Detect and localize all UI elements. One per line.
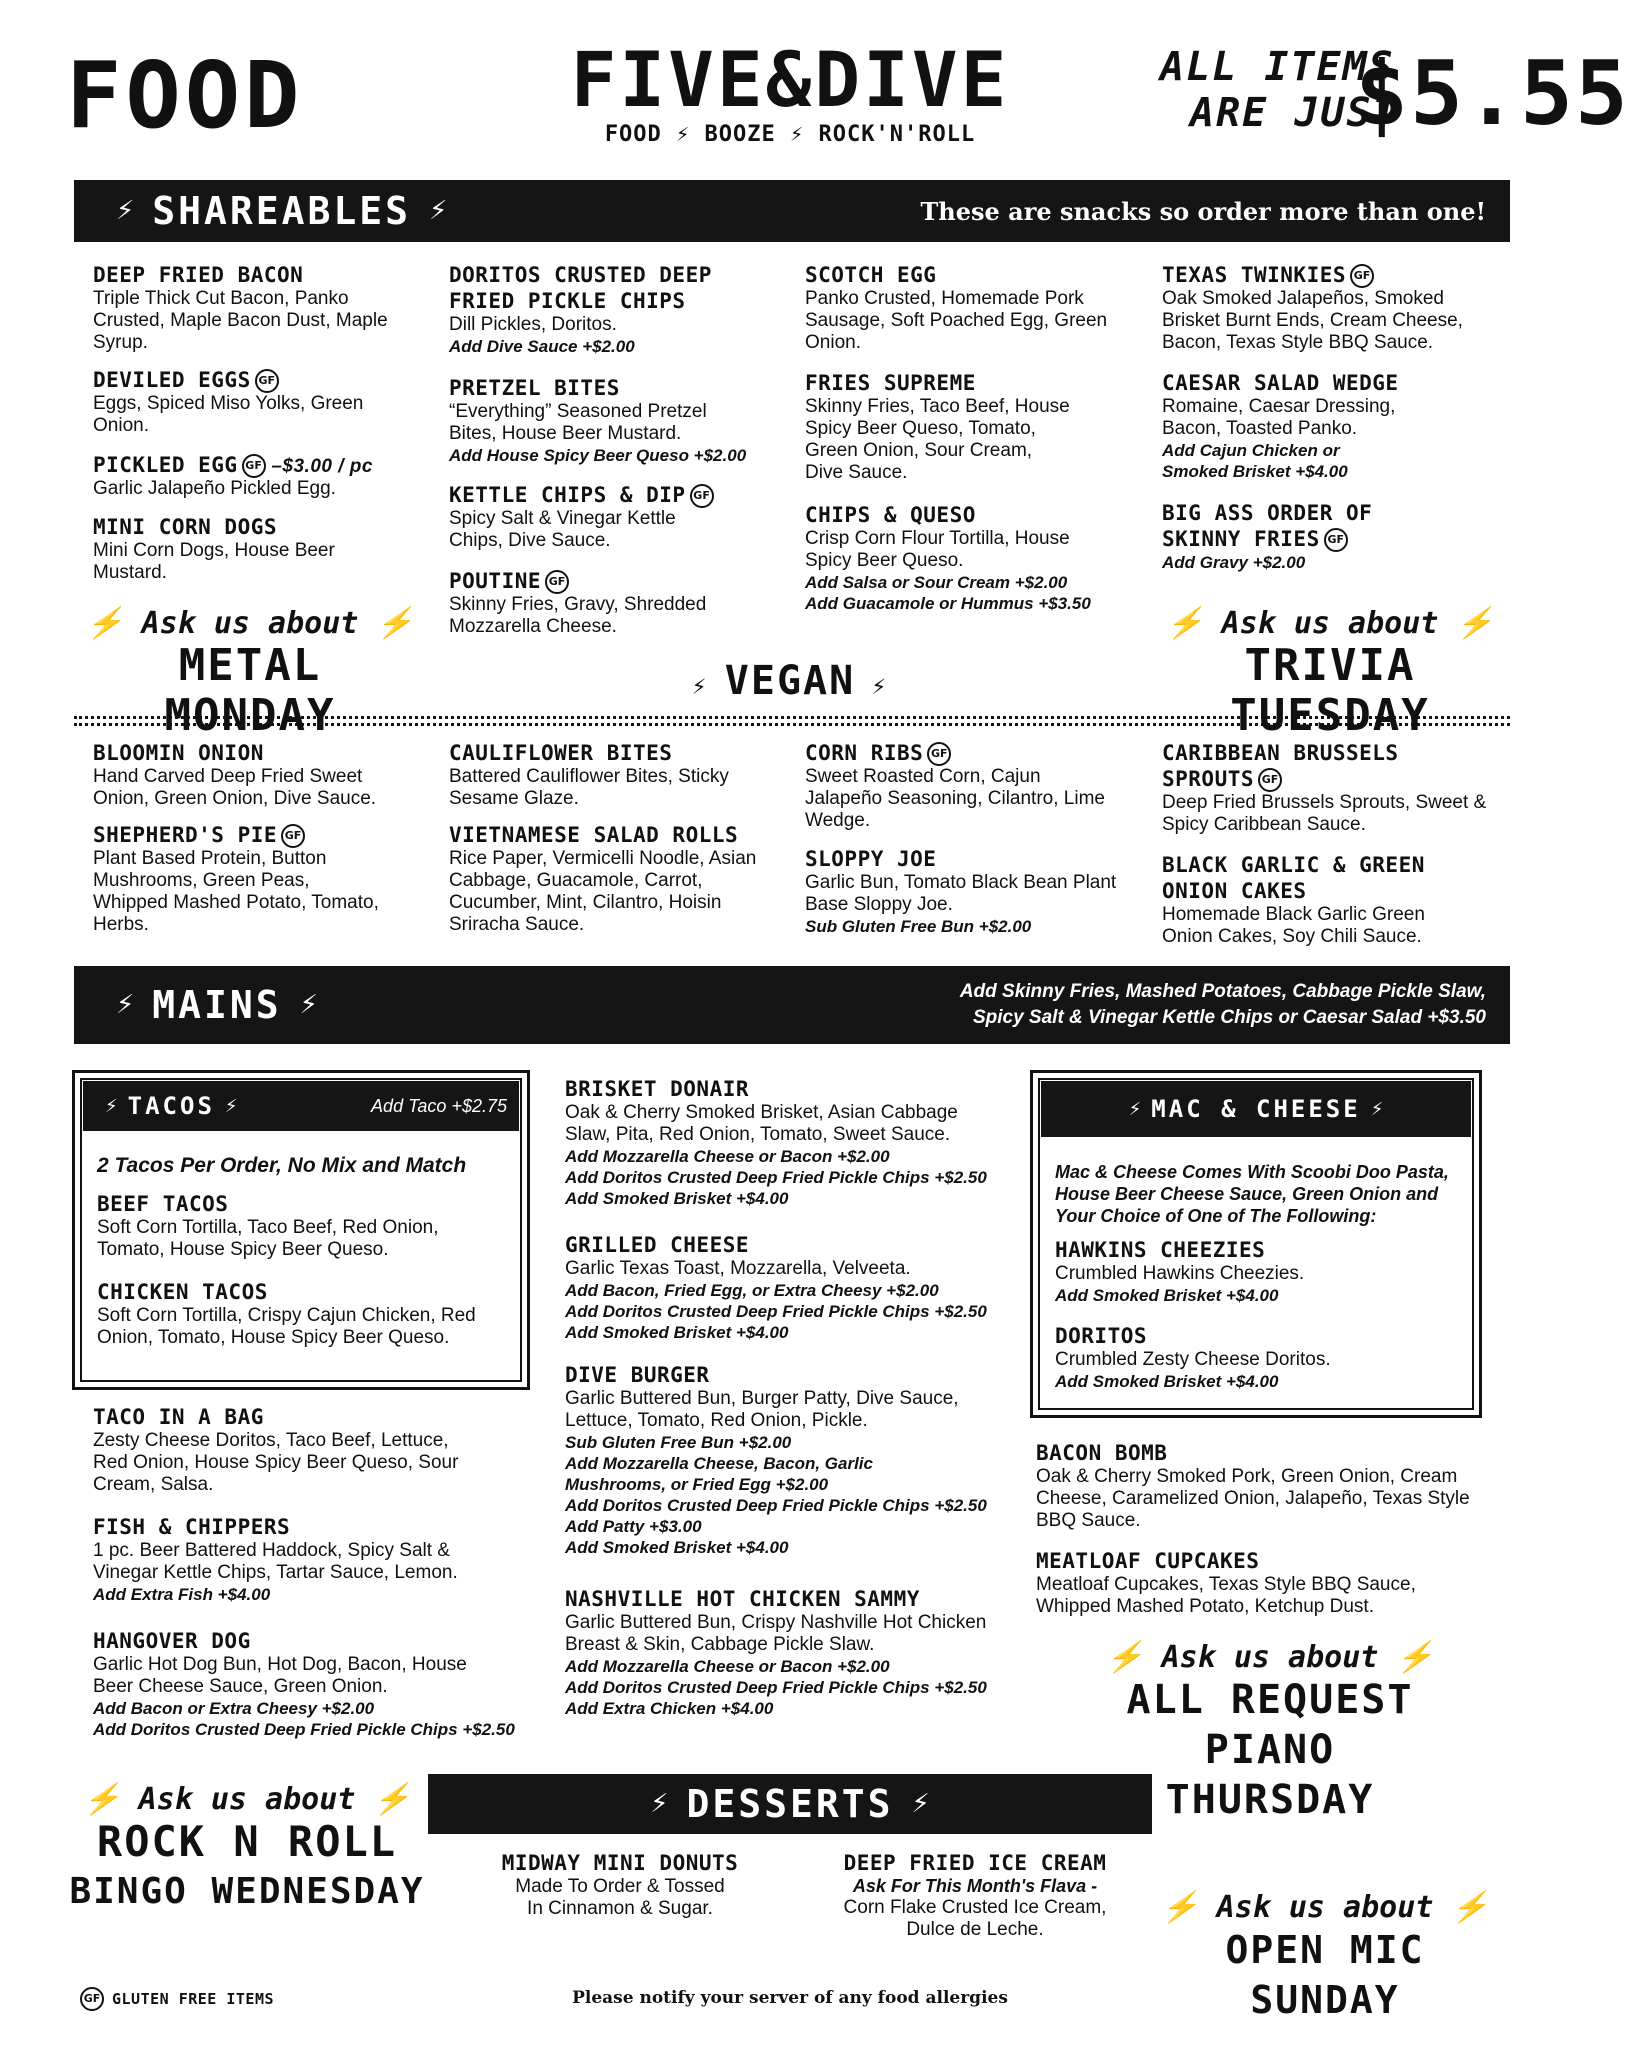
promo-prefix: Ask us about — [138, 1782, 356, 1817]
item-desc: Homemade Black Garlic Green Onion Cakes, Soy Chili Sauce. — [1162, 904, 1425, 947]
bolt-icon: ⚡ — [105, 1095, 118, 1117]
menu-item — [449, 375, 779, 466]
item-name: VIETNAMESE SALAD ROLLS — [449, 823, 739, 847]
item-desc: Garlic Texas Toast, Mozzarella, Velveeta. — [565, 1258, 911, 1279]
item-name: PICKLED EGG — [93, 453, 238, 477]
promo-title: OPEN MIC SUNDAY — [1225, 1928, 1425, 2022]
desserts-title: DESSERTS — [686, 1782, 894, 1826]
item-addon: Add Bacon or Extra Cheesy +$2.00 — [93, 1699, 375, 1718]
item-addon: Add Doritos Crusted Deep Fried Pickle Chips +$2.50 — [565, 1678, 987, 1697]
item-desc: Crisp Corn Flour Tortilla, House Spicy Beer Queso. — [805, 528, 1070, 571]
menu-item — [93, 367, 423, 437]
item-name: MEATLOAF CUPCAKES — [1036, 1549, 1260, 1573]
item-addon: Add Bacon, Fried Egg, or Extra Cheesy +$2.00 — [565, 1281, 939, 1300]
item-desc: Mini Corn Dogs, House Beer Mustard. — [93, 540, 335, 583]
item-addon: Add Smoked Brisket +$4.00 — [565, 1538, 789, 1557]
item-name: DEEP FRIED BACON — [93, 263, 304, 287]
bolt-icon: ⚡ — [429, 196, 448, 226]
item-name: HAWKINS CHEEZIES — [1055, 1238, 1266, 1262]
item-desc: Oak & Cherry Smoked Brisket, Asian Cabbage Slaw, Pita, Red Onion, Tomato, Sweet Sauce. — [565, 1102, 958, 1145]
item-addon: Add Doritos Crusted Deep Fried Pickle Chips +$2.50 — [565, 1168, 987, 1187]
bolt-icon: ⚡ — [116, 196, 135, 226]
promo-title-line-2: THURSDAY — [1165, 1777, 1375, 1823]
item-addon: Add Doritos Crusted Deep Fried Pickle Chips +$2.50 — [93, 1720, 515, 1739]
bolt-icon: ⚡ — [86, 606, 142, 641]
item-subtitle: Ask For This Month's Flava - — [852, 1876, 1098, 1896]
item-name: GRILLED CHEESE — [565, 1233, 750, 1257]
item-desc: Soft Corn Tortilla, Taco Beef, Red Onion, Tomato, House Spicy Beer Queso. — [97, 1217, 439, 1260]
item-desc: Garlic Hot Dog Bun, Hot Dog, Bacon, House Beer Cheese Sauce, Green Onion. — [93, 1654, 467, 1697]
bolt-icon: ⚡ — [1438, 606, 1494, 641]
menu-item — [93, 262, 423, 354]
menu-item — [449, 822, 779, 936]
item-name: SCOTCH EGG — [805, 263, 937, 287]
mac-header — [1041, 1081, 1471, 1137]
item-desc: Made To Order & Tossed In Cinnamon & Sugar. — [515, 1876, 725, 1919]
menu-item — [93, 452, 423, 500]
item-desc: Triple Thick Cut Bacon, Panko Crusted, Maple Bacon Dust, Maple Syrup. — [93, 288, 388, 353]
bolt-icon: ⚡ — [1370, 1098, 1384, 1120]
gluten-free-icon: GF — [1258, 768, 1282, 792]
menu-item — [449, 262, 779, 357]
bolt-icon: ⚡ — [116, 990, 135, 1020]
menu-item — [805, 846, 1135, 937]
item-name: BLOOMIN ONION — [93, 741, 264, 765]
item-addon: Add Cajun Chicken or Smoked Brisket +$4.00 — [1162, 441, 1348, 481]
menu-item — [449, 482, 779, 552]
promo-title: METAL MONDAY — [164, 640, 336, 741]
item-name: FRIES SUPREME — [805, 371, 976, 395]
vegan-divider — [74, 716, 1510, 726]
bolt-icon: ⚡ — [358, 606, 414, 641]
menu-item — [1162, 852, 1492, 948]
item-addon: Add Mozzarella Cheese or Bacon +$2.00 — [565, 1657, 890, 1676]
shareables-title: SHAREABLES — [152, 189, 412, 233]
shareables-note: These are snacks so order more than one! — [920, 196, 1486, 226]
item-name: NASHVILLE HOT CHICKEN SAMMY — [565, 1587, 920, 1611]
item-desc: Garlic Buttered Bun, Crispy Nashville Hot Chicken Breast & Skin, Cabbage Pickle Slaw. — [565, 1612, 987, 1655]
gluten-free-icon: GF — [1350, 264, 1374, 288]
item-desc: Zesty Cheese Doritos, Taco Beef, Lettuce, Red Onion, House Spicy Beer Queso, Sour Cream, Salsa. — [93, 1430, 459, 1495]
menu-item — [805, 370, 1135, 484]
item-name: DEEP FRIED ICE CREAM — [843, 1851, 1107, 1875]
bolt-icon: ⚡ — [1378, 1640, 1434, 1675]
item-addon: Add Gravy +$2.00 — [1162, 553, 1306, 572]
item-desc: Rice Paper, Vermicelli Noodle, Asian Cabbage, Guacamole, Carrot, Cucumber, Mint, Cilantro, Hoisin Sriracha Sauce. — [449, 848, 757, 935]
item-desc: Garlic Jalapeño Pickled Egg. — [93, 478, 336, 499]
menu-item — [93, 1628, 553, 1740]
gluten-free-label: GLUTEN FREE ITEMS — [112, 1990, 275, 2008]
mac-note: Mac & Cheese Comes With Scoobi Doo Pasta, House Beer Cheese Sauce, Green Onion and Your Choice of One of The Following: — [1055, 1162, 1449, 1226]
gluten-free-icon: GF — [927, 742, 951, 766]
item-name: SHEPHERD'S PIE — [93, 823, 278, 847]
tacos-title: TACOS — [127, 1092, 215, 1120]
price-line-1: ALL ITEMS — [1160, 44, 1395, 90]
item-addon: Add Extra Fish +$4.00 — [93, 1585, 271, 1604]
gluten-free-icon: GF — [242, 454, 266, 478]
item-name: BLACK GARLIC & GREEN ONION CAKES — [1162, 853, 1425, 903]
item-name: PRETZEL BITES — [449, 376, 620, 400]
item-name: SLOPPY JOE — [805, 847, 937, 871]
menu-item — [97, 1191, 507, 1261]
item-desc: Eggs, Spiced Miso Yolks, Green Onion. — [93, 393, 364, 436]
item-name: BEEF TACOS — [97, 1192, 229, 1216]
menu-item — [1036, 1548, 1486, 1618]
item-name: TEXAS TWINKIES — [1162, 263, 1347, 287]
bolt-icon: ⚡ — [1106, 1640, 1162, 1675]
bolt-icon: ⚡ — [83, 1782, 139, 1817]
desserts-banner — [428, 1774, 1152, 1834]
item-addon: Sub Gluten Free Bun +$2.00 — [565, 1433, 792, 1452]
gluten-free-icon: GF — [281, 824, 305, 848]
menu-item — [1055, 1323, 1465, 1392]
mac-cheese-box — [1030, 1070, 1482, 1418]
gluten-free-legend — [80, 1986, 274, 2012]
promo-bingo-wednesday — [62, 1782, 432, 1917]
item-desc: Plant Based Protein, Button Mushrooms, Green Peas, Whipped Mashed Potato, Tomato, Herbs. — [93, 848, 379, 935]
item-desc: Meatloaf Cupcakes, Texas Style BBQ Sauce, Whipped Mashed Potato, Ketchup Dust. — [1036, 1574, 1416, 1617]
menu-item — [565, 1362, 1005, 1558]
item-desc: Oak & Cherry Smoked Pork, Green Onion, Cream Cheese, Caramelized Onion, Jalapeño, Texas Style BBQ Sauce. — [1036, 1466, 1470, 1531]
item-desc: 1 pc. Beer Battered Haddock, Spicy Salt & Vinegar Kettle Chips, Tartar Sauce, Lemon. — [93, 1540, 458, 1583]
gluten-free-icon: GF — [690, 484, 714, 508]
menu-item — [805, 262, 1135, 354]
item-name: BRISKET DONAIR — [565, 1077, 750, 1101]
item-desc: Skinny Fries, Taco Beef, House Spicy Beer Queso, Tomato, Green Onion, Sour Cream, Dive Sauce. — [805, 396, 1070, 483]
promo-prefix: Ask us about — [1216, 1890, 1434, 1925]
promo-open-mic-sunday — [1140, 1890, 1510, 2025]
bolt-icon: ⚡ — [650, 1789, 669, 1819]
menu-item — [93, 1404, 493, 1496]
item-desc: Battered Cauliflower Bites, Sticky Sesame Glaze. — [449, 766, 729, 809]
item-desc: Hand Carved Deep Fried Sweet Onion, Green Onion, Dive Sauce. — [93, 766, 377, 809]
item-desc: Garlic Bun, Tomato Black Bean Plant Base Sloppy Joe. — [805, 872, 1117, 915]
item-desc: Oak Smoked Jalapeños, Smoked Brisket Burnt Ends, Cream Cheese, Bacon, Texas Style BBQ Sauce. — [1162, 288, 1463, 353]
item-desc: Corn Flake Crusted Ice Cream, Dulce de Leche. — [843, 1897, 1107, 1940]
promo-title-line-1: ROCK N ROLL — [96, 1817, 398, 1866]
item-name: CORN RIBS — [805, 741, 924, 765]
tacos-add: Add Taco +$2.75 — [371, 1095, 507, 1116]
item-addon: Add Smoked Brisket +$4.00 — [565, 1323, 789, 1342]
item-name: HANGOVER DOG — [93, 1629, 251, 1653]
bolt-icon: ⚡ — [1433, 1890, 1489, 1925]
item-addon: Add Mozzarella Cheese, Bacon, Garlic Mushrooms, or Fried Egg +$2.00 — [565, 1454, 873, 1494]
item-addon: Add Extra Chicken +$4.00 — [565, 1699, 774, 1718]
promo-prefix: Ask us about — [1221, 606, 1439, 641]
menu-item — [1162, 500, 1492, 573]
item-name: CHICKEN TACOS — [97, 1280, 268, 1304]
item-desc: Sweet Roasted Corn, Cajun Jalapeño Seasoning, Cilantro, Lime Wedge. — [805, 766, 1105, 831]
menu-item — [805, 502, 1135, 614]
bolt-icon: ⚡ — [299, 990, 318, 1020]
item-addon: Add Smoked Brisket +$4.00 — [565, 1189, 789, 1208]
gluten-free-icon: GF — [80, 1987, 104, 2011]
mains-sides-note — [960, 979, 1486, 1031]
item-addon: Add Smoked Brisket +$4.00 — [1055, 1286, 1279, 1305]
menu-item — [1162, 740, 1492, 836]
item-name: CHIPS & QUESO — [805, 503, 976, 527]
item-addon: Add Patty +$3.00 — [565, 1517, 702, 1536]
item-name: CARIBBEAN BRUSSELS SPROUTS — [1162, 741, 1399, 791]
menu-item — [93, 822, 423, 936]
gluten-free-icon: GF — [255, 369, 279, 393]
item-addon: Add Smoked Brisket +$4.00 — [1055, 1372, 1279, 1391]
item-addon: Add House Spicy Beer Queso +$2.00 — [449, 446, 747, 465]
mac-title: MAC & CHEESE — [1151, 1095, 1361, 1123]
item-name: MINI CORN DOGS — [93, 515, 278, 539]
food-heading: FOOD — [66, 42, 304, 149]
item-name: BACON BOMB — [1036, 1441, 1168, 1465]
menu-item — [449, 568, 779, 638]
item-addon: Add Salsa or Sour Cream +$2.00 — [805, 573, 1068, 592]
promo-prefix: Ask us about — [141, 606, 359, 641]
item-addon: Add Dive Sauce +$2.00 — [449, 337, 635, 356]
shareables-banner — [74, 180, 1510, 242]
menu-item — [820, 1850, 1130, 1941]
item-name: DORITOS — [1055, 1324, 1148, 1348]
allergy-notice: Please notify your server of any food allergies — [572, 1988, 1008, 2008]
item-name: CAULIFLOWER BITES — [449, 741, 673, 765]
menu-item — [565, 1076, 1005, 1209]
menu-item — [93, 1514, 493, 1605]
item-addon: Add Mozzarella Cheese or Bacon +$2.00 — [565, 1147, 890, 1166]
item-desc: Garlic Buttered Bun, Burger Patty, Dive Sauce, Lettuce, Tomato, Red Onion, Pickle. — [565, 1388, 959, 1431]
item-name: DORITOS CRUSTED DEEP FRIED PICKLE CHIPS — [449, 263, 712, 313]
brand-tagline: FOOD ⚡ BOOZE ⚡ ROCK'N'ROLL — [604, 122, 976, 147]
mains-title: MAINS — [152, 983, 282, 1027]
item-addon: Add Doritos Crusted Deep Fried Pickle Chips +$2.50 — [565, 1302, 987, 1321]
mains-banner — [74, 966, 1510, 1044]
price-line-2: ARE JUST — [1190, 90, 1399, 136]
bolt-icon: ⚡ — [1166, 606, 1222, 641]
mains-note-1: Add Skinny Fries, Mashed Potatoes, Cabbage Pickle Slaw, — [959, 981, 1486, 1002]
item-desc: Panko Crusted, Homemade Pork Sausage, Soft Poached Egg, Green Onion. — [805, 288, 1108, 353]
vegan-title: VEGAN — [724, 658, 856, 704]
menu-item — [449, 740, 779, 810]
price-value: $5.55 — [1355, 42, 1630, 145]
menu-item — [1036, 1440, 1476, 1532]
menu-item — [805, 740, 1135, 832]
bolt-icon: ⚡ — [855, 672, 889, 700]
item-desc: Crumbled Hawkins Cheezies. — [1055, 1263, 1305, 1284]
item-name: MIDWAY MINI DONUTS — [501, 1851, 739, 1875]
menu-item — [565, 1232, 1005, 1343]
bolt-icon: ⚡ — [691, 672, 725, 700]
item-name: BIG ASS ORDER OF SKINNY FRIES — [1162, 501, 1373, 551]
tacos-note: 2 Tacos Per Order, No Mix and Match — [97, 1154, 467, 1177]
bolt-icon: ⚡ — [224, 1095, 238, 1117]
item-name: CAESAR SALAD WEDGE — [1162, 371, 1399, 395]
menu-item — [1162, 370, 1492, 482]
gluten-free-icon: GF — [1324, 528, 1348, 552]
bolt-icon: ⚡ — [1161, 1890, 1217, 1925]
mains-note-2: Spicy Salt & Vinegar Kettle Chips or Caesar Salad +$3.50 — [972, 1007, 1486, 1028]
brand-logo — [560, 35, 1020, 147]
menu-item — [97, 1279, 517, 1349]
item-name: POUTINE — [449, 569, 542, 593]
item-addon: Add Guacamole or Hummus +$3.50 — [805, 594, 1091, 613]
item-desc: Dill Pickles, Doritos. — [449, 314, 617, 335]
promo-title-line-2: BINGO WEDNESDAY — [69, 1871, 425, 1912]
item-price: –$3.00 / pc — [265, 456, 373, 477]
menu-item — [93, 514, 393, 584]
item-name: DEVILED EGGS — [93, 368, 251, 392]
promo-title-line-1: ALL REQUEST PIANO — [1126, 1677, 1414, 1773]
item-desc: Crumbled Zesty Cheese Doritos. — [1055, 1349, 1331, 1370]
gluten-free-icon: GF — [545, 570, 569, 594]
promo-prefix: Ask us about — [1161, 1640, 1379, 1675]
tacos-box — [72, 1070, 530, 1390]
item-addon: Add Doritos Crusted Deep Fried Pickle Chips +$2.50 — [565, 1496, 987, 1515]
item-desc: Deep Fried Brussels Sprouts, Sweet & Spicy Caribbean Sauce. — [1162, 792, 1487, 835]
menu-item — [1055, 1237, 1465, 1306]
price-callout — [1160, 42, 1630, 145]
menu-item — [565, 1586, 1005, 1719]
item-name: FISH & CHIPPERS — [93, 1515, 291, 1539]
item-name: TACO IN A BAG — [93, 1405, 264, 1429]
item-desc: Spicy Salt & Vinegar Kettle Chips, Dive Sauce. — [449, 508, 676, 551]
item-desc: Romaine, Caesar Dressing, Bacon, Toasted Panko. — [1162, 396, 1396, 439]
item-name: DIVE BURGER — [565, 1363, 710, 1387]
item-desc: Soft Corn Tortilla, Crispy Cajun Chicken, Red Onion, Tomato, House Spicy Beer Queso. — [97, 1305, 476, 1348]
item-desc: “Everything” Seasoned Pretzel Bites, House Beer Mustard. — [449, 401, 707, 444]
brand-name: FIVE&DIVE — [570, 35, 1010, 124]
bolt-icon: ⚡ — [911, 1789, 930, 1819]
tacos-header — [83, 1081, 519, 1131]
vegan-heading — [640, 658, 940, 704]
promo-title: TRIVIA TUESDAY — [1230, 640, 1430, 741]
item-name: KETTLE CHIPS & DIP — [449, 483, 686, 507]
menu-item — [93, 740, 423, 810]
bolt-icon: ⚡ — [355, 1782, 411, 1817]
bolt-icon: ⚡ — [1128, 1098, 1142, 1120]
menu-item — [1162, 262, 1492, 354]
item-addon: Sub Gluten Free Bun +$2.00 — [805, 917, 1032, 936]
item-desc: Skinny Fries, Gravy, Shredded Mozzarella Cheese. — [449, 594, 707, 637]
menu-item — [470, 1850, 770, 1920]
